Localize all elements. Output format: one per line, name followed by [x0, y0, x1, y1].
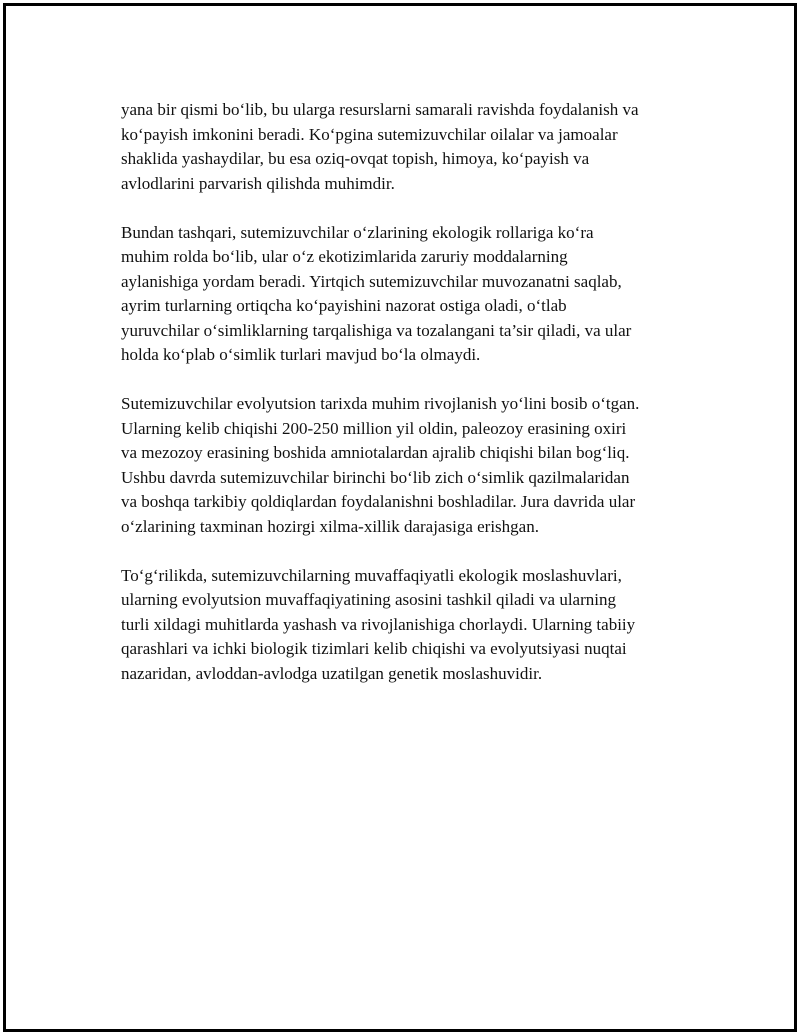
text-line: Sutemizuvchilar evolyutsion tarixda muhim rivojlanish yo‘lini bosib o‘tgan. [121, 394, 640, 413]
text-line: va mezozoy erasining boshida amniotalardan ajralib chiqishi bilan bog‘liq. [121, 443, 630, 462]
paragraph-3 [121, 392, 701, 539]
text-line: Ularning kelib chiqishi 200-250 million yil oldin, paleozoy erasining oxiri [121, 418, 627, 438]
text-line: avlodlarini parvarish qilishda muhimdir. [121, 173, 395, 193]
text-line: ularning evolyutsion muvaffaqiyatining asosini tashkil qiladi va ularning [121, 590, 616, 609]
paragraph-1 [121, 98, 701, 196]
text-line: va boshqa tarkibiy qoldiqlardan foydalanishni boshladilar. Jura davrida ular [121, 492, 636, 511]
text-line: Ushbu davrda sutemizuvchilar birinchi bo‘lib zich o‘simlik qazilmalaridan [121, 467, 630, 487]
text-line: aylanishiga yordam beradi. Yirtqich sutemizuvchilar muvozanatni saqlab, [121, 271, 622, 291]
text-line: ayrim turlarning ortiqcha ko‘payishini nazorat ostiga oladi, o‘tlab [121, 296, 567, 315]
text-line: Bundan tashqari, sutemizuvchilar o‘zlarining ekologik rollariga ko‘ra [121, 222, 594, 242]
text-line: yana bir qismi bo‘lib, bu ularga resurslarni samarali ravishda foydalanish va [121, 100, 639, 119]
paragraph-2 [121, 221, 701, 368]
text-line: muhim rolda bo‘lib, ular o‘z ekotizimlarida zaruriy moddalarning [121, 247, 568, 266]
text-line: qarashlari va ichki biologik tizimlari kelib chiqishi va evolyutsiyasi nuqtai [121, 639, 627, 658]
page-frame [3, 3, 797, 1032]
document-body [121, 98, 701, 711]
text-line: shaklida yashaydilar, bu esa oziq-ovqat topish, himoya, ko‘payish va [121, 149, 590, 168]
paragraph-4 [121, 564, 701, 687]
text-line: o‘zlarining taxminan hozirgi xilma-xillik darajasiga erishgan. [121, 516, 539, 536]
text-line: holda ko‘plab o‘simlik turlari mavjud bo‘la olmaydi. [121, 345, 481, 364]
text-line: yuruvchilar o‘simliklarning tarqalishiga va tozalangani ta’sir qiladi, va ular [121, 320, 632, 340]
text-line: turli xildagi muhitlarda yashash va rivojlanishiga chorlaydi. Ularning tabiiy [121, 614, 636, 634]
text-line: ko‘payish imkonini beradi. Ko‘pgina sutemizuvchilar oilalar va jamoalar [121, 124, 618, 144]
text-line: nazaridan, avloddan-avlodga uzatilgan genetik moslashuvidir. [121, 663, 543, 683]
text-line: To‘g‘rilikda, sutemizuvchilarning muvaffaqiyatli ekologik moslashuvlari, [121, 565, 622, 585]
